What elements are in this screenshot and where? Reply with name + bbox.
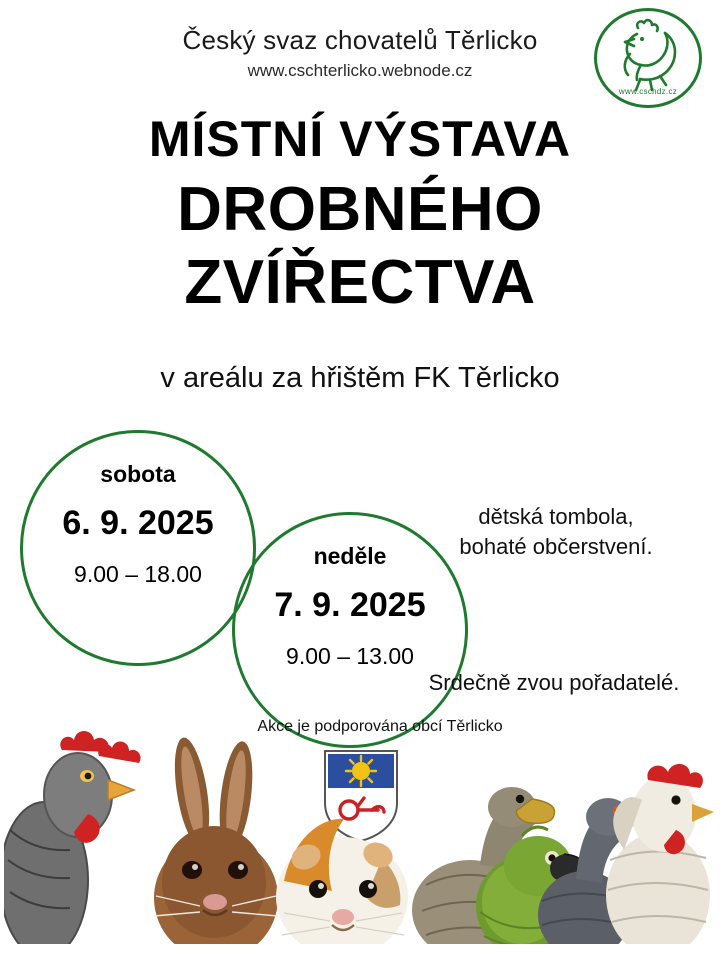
extras-line-1: dětská tombola, [478, 504, 634, 529]
welcome-text: Srdečně zvou pořadatelé. [428, 670, 680, 695]
band-base [0, 944, 720, 960]
organization-website: www.cschterlicko.webnode.cz [247, 60, 473, 80]
title-line-3: ZVÍŘECTVA [184, 248, 536, 318]
page-title [0, 111, 720, 319]
title-line-2: DROBNÉHO [177, 175, 543, 244]
sunday-time: 9.00 – 13.00 [286, 643, 414, 669]
date-circle-saturday [20, 430, 256, 666]
extras-text [416, 502, 696, 561]
animal-photo-band [0, 692, 720, 960]
saturday-time: 9.00 – 18.00 [74, 561, 202, 587]
logo-website-label: www.cschdz.cz [618, 87, 678, 96]
rooster-emblem-icon [594, 8, 702, 108]
hen-photo [596, 730, 720, 960]
organization-name: Český svaz chovatelů Těrlicko [182, 25, 538, 55]
sunday-date: 7. 9. 2025 [274, 586, 426, 624]
saturday-day-label: sobota [100, 461, 176, 487]
guinea-pig-photo [262, 785, 422, 960]
saturday-date: 6. 9. 2025 [62, 504, 214, 542]
title-line-1: MÍSTNÍ VÝSTAVA [148, 111, 572, 167]
sunday-day-label: neděle [313, 543, 387, 569]
extras-line-2: bohaté občerstvení. [459, 533, 653, 559]
venue-subtitle: v areálu za hřištěm FK Těrlicko [160, 362, 560, 394]
support-text: Akce je podporována obcí Těrlicko [257, 718, 503, 735]
